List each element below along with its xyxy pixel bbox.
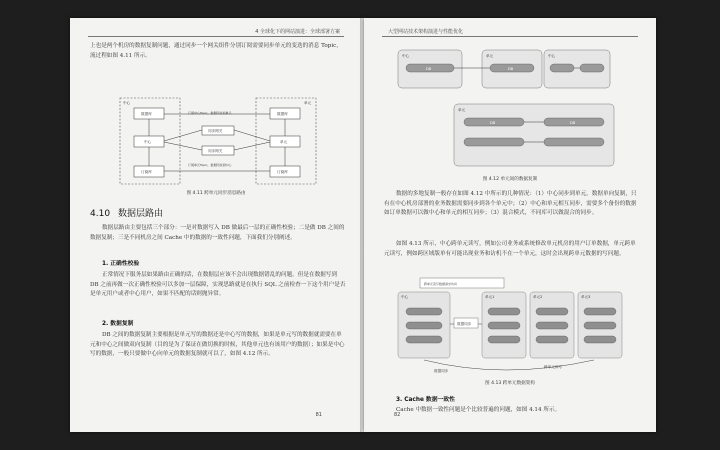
fig413-bottom-label-2: 跨单元读写	[544, 365, 562, 369]
figure-4-13-caption: 图 4.13 跨单元数据架构	[485, 381, 535, 386]
figure-4-12-diagram	[394, 42, 624, 172]
left-page-number: 81	[315, 412, 322, 418]
section-number: 4.10	[90, 209, 111, 219]
subsection-replication-heading: 2. 数据复制	[102, 321, 134, 327]
fig411-center-label: 中心	[123, 101, 131, 105]
fig412-label-2: 单元	[486, 54, 494, 58]
fig412-label-4: 单元	[458, 108, 466, 112]
fig412-pill-4: DB	[570, 121, 576, 125]
figure-4-12-caption: 图 4.12 单元间的数据复制	[482, 177, 538, 182]
right-running-header: 大型网站技术架构演进与性能优化	[388, 29, 464, 35]
figure-4-13-diagram	[394, 276, 624, 376]
subsection-correctness-heading: 1. 正确性校验	[102, 261, 140, 267]
fig411-arrow-label-1: 订阅中心Topic，数据同步到单元	[188, 111, 232, 115]
fig411-left-box-3: 订阅库	[141, 170, 152, 174]
subsection-cache-heading: 3. Cache 数据一致性	[396, 397, 455, 403]
fig411-unit-label: 单元	[304, 101, 312, 105]
fig413-group-3: 单元2	[533, 295, 543, 299]
fig413-group-2: 单元1	[485, 295, 495, 299]
fig413-group-4: 单元3	[581, 295, 591, 299]
header-rule	[88, 36, 344, 37]
correctness-paragraph: 正常情况下服务层如果路由正确的话，在数据层应该不会出现数据错乱的问题。但是在数据写到 DB 之前再做一次正确性校验可以多加一层保障，实现思路就是在执行 SQL 之前检查一下这个用户是否是单元用户或者中心用户，如果不匹配的话则抛异常。	[90, 272, 346, 298]
figure-4-11-caption: 图 4.11 跨单元同步消息路由	[186, 191, 246, 196]
fig411-middle-box-1: 同步网关	[208, 129, 223, 133]
right-page-number: 82	[394, 412, 401, 418]
fig411-left-box-2: 中心	[144, 140, 152, 144]
section-title: 数据层路由	[118, 209, 164, 219]
fig413-bottom-label-1: 数据同步	[434, 369, 449, 373]
fig411-right-box-2: 单元	[280, 140, 288, 144]
right-page	[364, 18, 656, 432]
fig412-pill-1: DB	[426, 67, 432, 71]
header-rule	[382, 36, 638, 37]
fig412-pill-2: DB	[508, 67, 514, 71]
replication-cases-paragraph: 数据的多地复制一般存在如图 4.12 中所示的几种情况：（1）中心同步到单元，数据单向复制，只有在中心机房部署的业务数据需要同步到各个单元中；（2）中心和单元相互同步，需要多个备份的数据如订单数据可以做中心和单元的相互同步；（3）混合模式，不同库可以做混合的同步。	[384, 191, 637, 217]
fig413-top-label: 跨单元读写数据请求访问	[424, 282, 458, 286]
section-heading	[90, 206, 163, 219]
fig411-right-box-3: 订阅库	[277, 170, 288, 174]
fig411-middle-box-2: 同步网关	[208, 149, 223, 153]
fig412-label-1: 中心	[402, 54, 410, 58]
left-running-header: 4 全球化下的网站演进：全球部署方案	[255, 29, 340, 35]
fig412-label-3: 中心	[548, 54, 556, 58]
fig413-center-label: 数据同步	[457, 322, 472, 326]
cache-paragraph: Cache 中数据一致性问题是个比较普遍的问题，如图 4.14 所示。	[396, 407, 561, 413]
replication-paragraph: DB 之间的数据复制主要根据是单元写的数据还是中心写的数据，如果是单元写的数据就需要在单元和中心之间做双向复制（目的是为了保证在做切换的时候，其他单元也有该用户的数据）；如果是中心写的数据，一般只要做中心向单元的数据复制就可以了，如图 4.12 所示。	[90, 332, 345, 358]
fig412-pill-3: DB	[490, 121, 496, 125]
figure-4-11-diagram	[118, 96, 318, 186]
fig411-arrow-label-2: 订阅单元Topic，数据同步到中心	[188, 163, 232, 167]
fig411-left-box-1: 数据库	[141, 112, 152, 116]
intro-paragraph: 上也是两个机房的数据复制问题，通过同步一个网关组件分别订阅需要同步单元的变迭的消息 Topic，流过程如图 4.11 所示。	[90, 43, 342, 59]
section-intro-paragraph: 数据层路由主要包括三个部分：一是对数据写入 DB 做最后一层的正确性校验；二是做 DB 之间的数据复制；三是不同机房之间 Cache 中的数据的一致性问题，下面我们分别阐述。	[90, 225, 345, 241]
fig411-right-box-1: 数据库	[277, 112, 288, 116]
fig413-group-1: 中心	[401, 295, 409, 299]
cross-unit-paragraph: 如图 4.13 所示，中心跨单元读写，例如公司业务或系统修改单元机房的用户订单数据，单元跨单元读写，例如跨区域版单有可能出现业务和访机不在一个单元，这时会出现跨单元数据的写问题。	[384, 241, 636, 257]
left-page	[70, 18, 362, 432]
